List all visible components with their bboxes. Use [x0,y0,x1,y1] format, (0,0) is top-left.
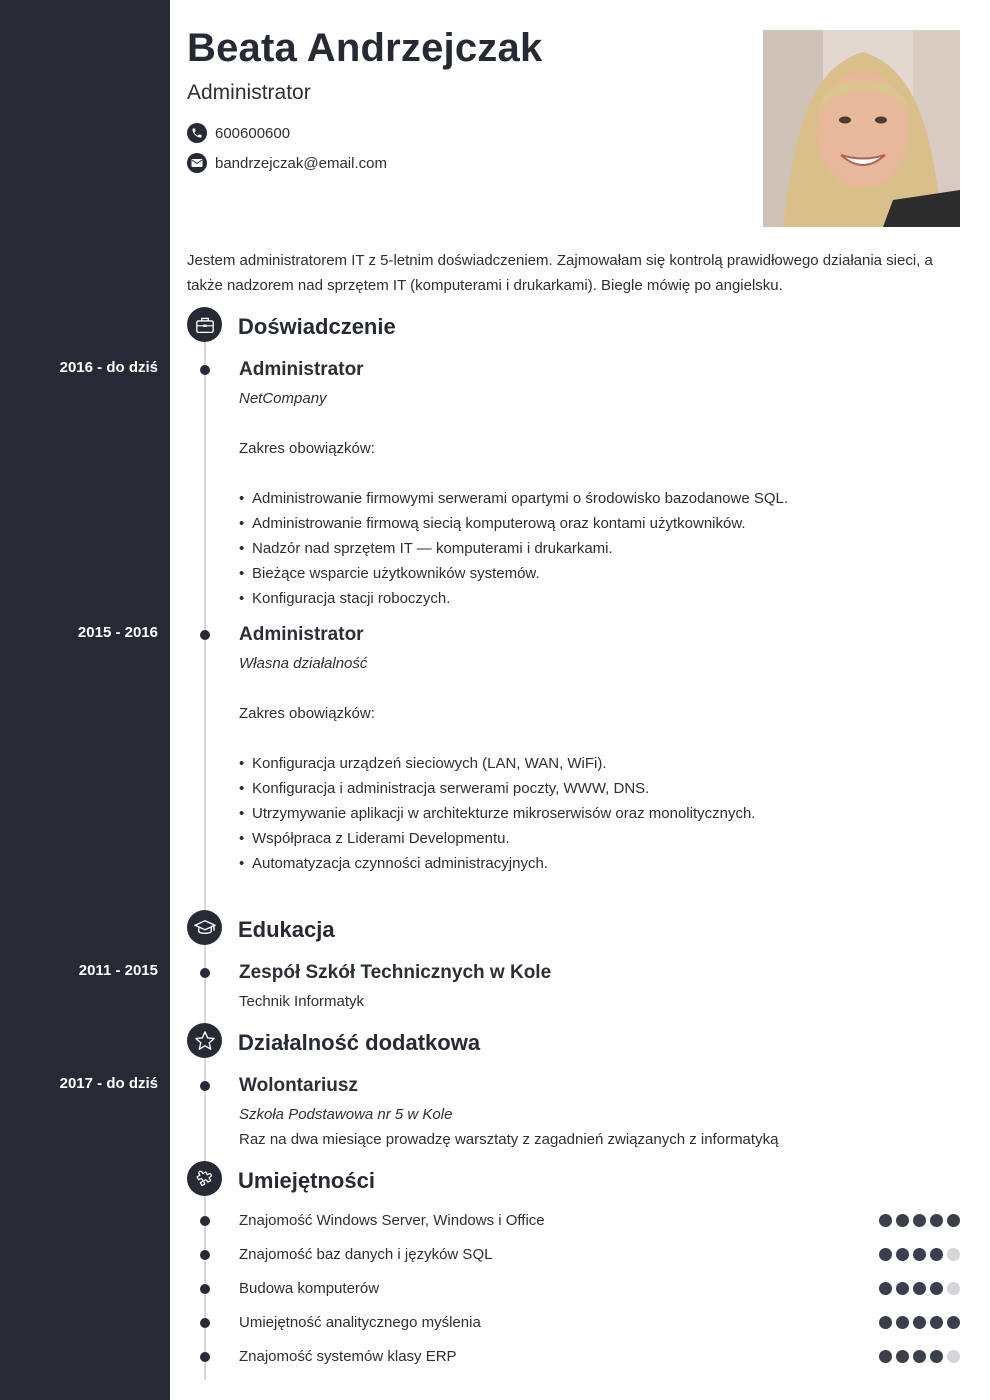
experience-role: Administrator [239,359,364,380]
briefcase-icon [187,307,222,342]
rating-dot-filled [930,1350,943,1363]
list-item: • Konfiguracja i administracja serwerami poczty, WWW, DNS. [239,776,755,801]
skill-name: Znajomość systemów klasy ERP [239,1348,457,1365]
rating-dot-filled [896,1316,909,1329]
rating-dot-filled [913,1214,926,1227]
skill-name: Znajomość Windows Server, Windows i Office [239,1212,545,1229]
duties-list [239,486,788,611]
phone-contact [187,123,290,143]
duties-list [239,751,755,876]
skill-name: Znajomość baz danych i języków SQL [239,1246,493,1263]
education-date: 2011 - 2015 [78,962,158,979]
timeline-dot [200,630,210,640]
rating-dot-filled [879,1248,892,1261]
timeline-dot [200,1216,210,1226]
rating-dot-filled [879,1350,892,1363]
timeline-dot [200,365,210,375]
list-item: • Utrzymywanie aplikacji w architekturze mikroserwisów oraz monolitycznych. [239,801,755,826]
email-address: bandrzejczak@email.com [215,154,387,172]
rating-dot-filled [896,1248,909,1261]
duties-label: Zakres obowiązków: [239,440,375,457]
rating-dot-filled [879,1316,892,1329]
timeline-dot [200,1081,210,1091]
list-item: • Konfiguracja urządzeń sieciowych (LAN, WAN, WiFi). [239,751,755,776]
list-item: • Współpraca z Liderami Developmentu. [239,826,755,851]
rating-dot-empty [947,1350,960,1363]
activity-role: Wolontariusz [239,1075,358,1096]
section-title-skills: Umiejętności [238,1168,375,1193]
rating-dot-filled [879,1214,892,1227]
activity-description: Raz na dwa miesiące prowadzę warsztaty z zagadnień związanych z informatyką [239,1131,779,1148]
rating-dot-filled [947,1214,960,1227]
sidebar [0,0,170,1400]
rating-dot-filled [896,1350,909,1363]
list-item: • Bieżące wsparcie użytkowników systemów. [239,561,788,586]
experience-role: Administrator [239,624,364,645]
rating-dot-filled [896,1214,909,1227]
rating-dot-filled [930,1214,943,1227]
phone-icon [187,123,207,143]
experience-company: Własna działalność [239,655,368,672]
skill-rating [879,1248,960,1261]
list-item: • Automatyzacja czynności administracyjnych. [239,851,755,876]
rating-dot-filled [930,1316,943,1329]
skill-name: Budowa komputerów [239,1280,380,1297]
rating-dot-filled [947,1316,960,1329]
section-title-experience: Doświadczenie [238,314,396,339]
timeline-dot [200,968,210,978]
list-item: • Administrowanie firmową siecią komputerową oraz kontami użytkowników. [239,511,788,536]
star-icon [187,1023,222,1058]
section-title-education: Edukacja [238,917,335,942]
experience-date: 2016 - do dziś [59,359,158,376]
timeline-dot [200,1318,210,1328]
email-contact [187,153,387,173]
skill-rating [879,1214,960,1227]
education-degree: Technik Informatyk [239,993,365,1010]
rating-dot-filled [913,1350,926,1363]
skill-rating [879,1316,960,1329]
rating-dot-filled [913,1316,926,1329]
rating-dot-filled [879,1282,892,1295]
profile-summary: Jestem administratorem IT z 5-letnim doświadczeniem. Zajmowałam się kontrolą prawidłowego działania sieci, a także nadzorem nad sprzętem IT (komputerami i drukarkami). Biegle mówię po angielsku. [187,252,933,294]
rating-dot-filled [930,1248,943,1261]
rating-dot-filled [913,1248,926,1261]
rating-dot-filled [913,1282,926,1295]
candidate-name: Beata Andrzejczak [187,26,543,70]
timeline-dot [200,1352,210,1362]
skill-rating [879,1350,960,1363]
timeline-dot [200,1250,210,1260]
profile-photo [763,30,960,227]
rating-dot-filled [896,1282,909,1295]
activity-date: 2017 - do dziś [59,1075,158,1092]
education-school: Zespół Szkół Technicznych w Kole [239,962,552,983]
activity-organization: Szkoła Podstawowa nr 5 w Kole [239,1106,453,1123]
puzzle-icon [187,1161,222,1196]
envelope-icon [187,153,207,173]
rating-dot-empty [947,1248,960,1261]
graduation-cap-icon [187,910,222,945]
duties-label: Zakres obowiązków: [239,705,375,722]
experience-company: NetCompany [239,390,327,407]
list-item: • Administrowanie firmowymi serwerami opartymi o środowisko bazodanowe SQL. [239,486,788,511]
experience-date: 2015 - 2016 [77,624,158,641]
rating-dot-empty [947,1282,960,1295]
list-item: • Nadzór nad sprzętem IT — komputerami i drukarkami. [239,536,788,561]
list-item: • Konfiguracja stacji roboczych. [239,586,788,611]
section-title-activities: Działalność dodatkowa [238,1030,481,1055]
rating-dot-filled [930,1282,943,1295]
candidate-title: Administrator [187,81,311,104]
phone-number: 600600600 [215,124,291,142]
timeline-dot [200,1284,210,1294]
skill-rating [879,1282,960,1295]
skill-name: Umiejętność analitycznego myślenia [239,1314,481,1331]
